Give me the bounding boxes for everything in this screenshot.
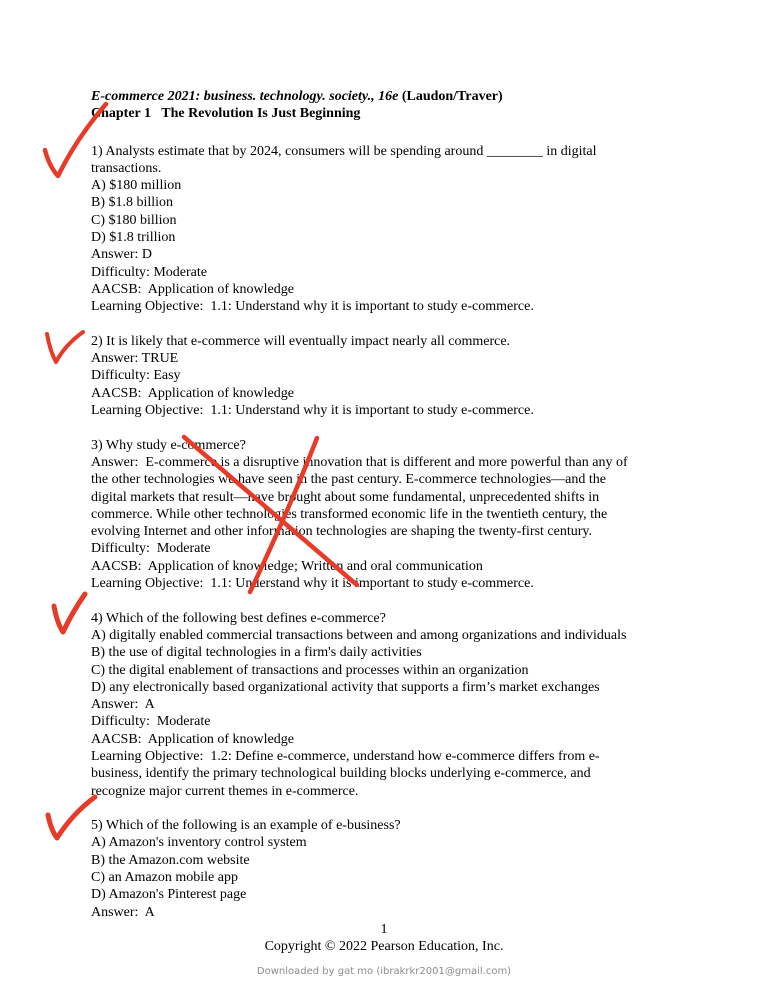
book-title-main: E-commerce 2021: business. technology. society., 16e <box>91 89 399 104</box>
text-line: the other technologies we have seen in the past century. E-commerce technologies—and the <box>91 472 606 488</box>
text-line: 1) Analysts estimate that by 2024, consumers will be spending around ________ in digital <box>91 143 597 159</box>
document-header <box>91 88 677 123</box>
text-line: Difficulty: Moderate <box>91 541 211 557</box>
text-line: Learning Objective: 1.1: Understand why it is important to study e-commerce. <box>91 403 534 419</box>
text-line: AACSB: Application of knowledge; Written and oral communication <box>91 558 483 574</box>
text-line: A) Amazon's inventory control system <box>91 835 307 851</box>
text-line: evolving Internet and other information technologies are shaping the twenty-first century. <box>91 524 592 540</box>
text-line: B) the Amazon.com website <box>91 852 250 868</box>
text-line: Difficulty: Easy <box>91 368 181 384</box>
question-4 <box>91 610 677 800</box>
copyright-line: Copyright © 2022 Pearson Education, Inc. <box>264 939 504 955</box>
text-line: Learning Objective: 1.2: Define e-commerce, understand how e-commerce differs from e- <box>91 748 600 764</box>
question-1 <box>91 143 677 316</box>
red-checkmark-q2 <box>47 332 83 362</box>
text-line: AACSB: Application of knowledge <box>91 385 294 401</box>
text-line: 2) It is likely that e-commerce will eventually impact nearly all commerce. <box>91 333 511 349</box>
text-line: Learning Objective: 1.1: Understand why it is important to study e-commerce. <box>91 299 534 315</box>
text-line: transactions. <box>91 160 162 176</box>
question-2 <box>91 333 677 419</box>
text-line: 3) Why study e-commerce? <box>91 437 246 453</box>
question-3 <box>91 437 677 593</box>
text-line: C) the digital enablement of transactions and processes within an organization <box>91 662 529 678</box>
text-line: B) the use of digital technologies in a firm's daily activities <box>91 645 422 661</box>
text-line: A) digitally enabled commercial transactions between and among organizations and individuals <box>91 627 627 643</box>
red-checkmark-q4 <box>54 594 85 632</box>
text-line: Answer: A <box>91 904 155 920</box>
text-line: Difficulty: Moderate <box>91 714 211 730</box>
text-line: 4) Which of the following best defines e-commerce? <box>91 610 386 626</box>
text-line: 5) Which of the following is an example of e-business? <box>91 818 401 834</box>
text-line: B) $1.8 billion <box>91 195 174 211</box>
download-watermark: Downloaded by gat mo (ibrakrkr2001@gmail.com) <box>256 966 512 977</box>
text-line: recognize major current themes in e-commerce. <box>91 783 359 799</box>
text-line: C) $180 billion <box>91 212 177 228</box>
red-checkmark-q5 <box>48 797 95 838</box>
text-line: commerce. While other technologies transformed economic life in the twentieth century, the <box>91 506 608 522</box>
page-footer <box>91 921 677 956</box>
text-line: A) $180 million <box>91 178 182 194</box>
book-title <box>91 88 677 105</box>
text-line: Difficulty: Moderate <box>91 264 207 280</box>
text-line: D) Amazon's Pinterest page <box>91 887 247 903</box>
text-line: C) an Amazon mobile app <box>91 870 238 886</box>
text-line: AACSB: Application of knowledge <box>91 281 294 297</box>
chapter-title: Chapter 1 The Revolution Is Just Beginning <box>91 106 361 122</box>
text-line: Answer: D <box>91 247 153 263</box>
question-5 <box>91 817 677 921</box>
text-line: Answer: TRUE <box>91 351 179 367</box>
page-content <box>91 88 677 956</box>
text-line: D) any electronically based organizational activity that supports a firm’s market exchanges <box>91 679 600 695</box>
text-line: D) $1.8 trillion <box>91 230 176 246</box>
text-line: AACSB: Application of knowledge <box>91 731 294 747</box>
text-line: digital markets that result—have brought about some fundamental, unprecedented shifts in <box>91 489 600 505</box>
text-line: Answer: A <box>91 697 155 713</box>
book-title-authors: (Laudon/Traver) <box>398 89 503 104</box>
text-line: Learning Objective: 1.1: Understand why it is important to study e-commerce. <box>91 576 534 592</box>
text-line: Answer: E-commerce is a disruptive innovation that is different and more powerful than any of <box>91 454 628 470</box>
text-line: business, identify the primary technological building blocks underlying e-commerce, and <box>91 766 591 782</box>
page-number: 1 <box>380 921 388 937</box>
